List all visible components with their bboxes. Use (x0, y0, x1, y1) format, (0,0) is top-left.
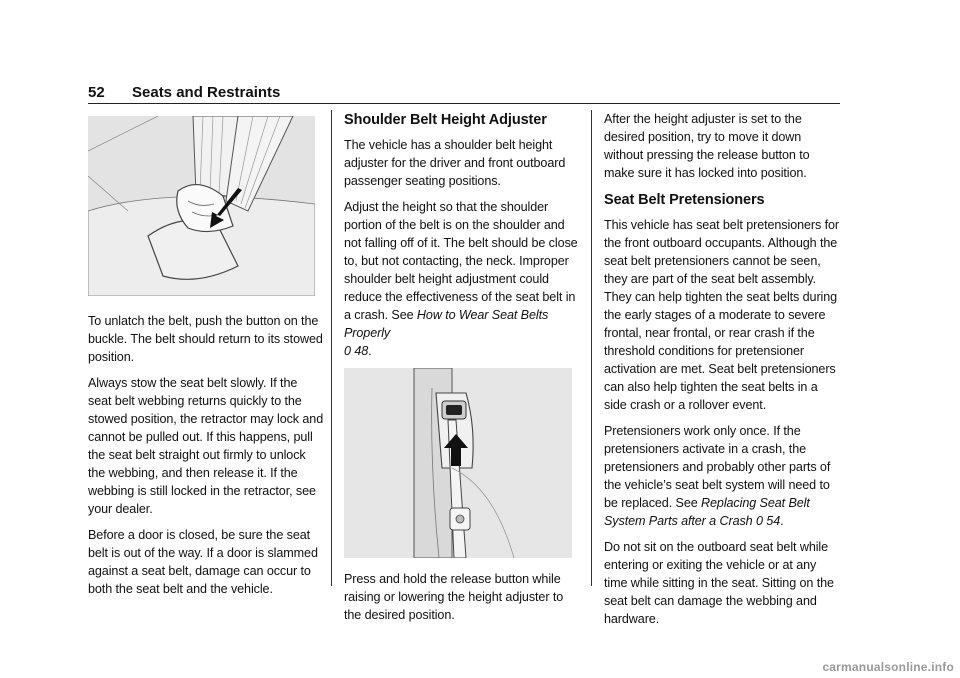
header-rule (88, 103, 840, 104)
xref-how-to-wear[interactable]: How to Wear Seat Belts Properly (344, 308, 549, 340)
column-1 (88, 116, 324, 606)
paragraph-press-hold: Press and hold the release button while raising or lowering the height adjuster to the desired position. (344, 572, 564, 622)
paragraph-adjust-height (344, 198, 582, 360)
period: . (368, 344, 372, 358)
paragraph-verify-lock: After the height adjuster is set to the desired position, try to move it down without pressing the release button to make sure it has locked into position. (604, 112, 810, 180)
column-divider-1 (331, 110, 332, 586)
column-2 (344, 110, 582, 632)
xref-symbol: 0 (344, 344, 351, 358)
buckle-release-figure (88, 116, 315, 296)
shoulder-belt-height-adjuster-illustration (344, 368, 572, 558)
page-header (88, 84, 840, 104)
paragraph-adjuster-intro: The vehicle has a shoulder belt height adjuster for the driver and front outboard passenger seating positions. (344, 138, 566, 188)
paragraph-pretensioners: This vehicle has seat belt pretensioners for the front outboard occupants. Although the seat belt pretensioners cannot be seen, they are part of the seat belt assembly. They can help tighten the seat belts during the early stages of a moderate to severe frontal, near frontal, or rear crash if the threshold conditions for pretensioner activation are met. Seat belt pretensioners can also help tighten the seat belts in a side crash or a rollover event. (604, 218, 840, 412)
paragraph-stow: Always stow the seat belt slowly. If the seat belt webbing returns quickly to the stowed position, the retractor may lock and cannot be pulled out. If this happens, pull the seat belt straight out firmly to unlock the webbing, and then release it. If the webbing is still locked in the retractor, see your dealer. (88, 376, 324, 516)
paragraph-work-once (604, 422, 842, 530)
column-3 (604, 110, 842, 636)
height-adjuster-figure (344, 368, 572, 558)
xref-replacing-parts[interactable]: Replacing Seat Belt System Parts after a Crash (604, 496, 810, 528)
adjust-height-text: Adjust the height so that the shoulder portion of the belt is on the shoulder and not falling off of it. The belt should be close to, but not contacting, the neck. Improper shoulder belt height adjustment could reduce the effectiveness of the seat belt in a crash. See (344, 200, 578, 322)
period: . (780, 514, 784, 528)
heading-height-adjuster: Shoulder Belt Height Adjuster (344, 112, 547, 128)
work-once-text: Pretensioners work only once. If the pretensioners activate in a crash, the pretensioners and probably other parts of the vehicle’s seat belt system will need to be replaced. See (604, 424, 831, 510)
watermark: carmanualsonline.info (822, 660, 954, 674)
xref-page-48[interactable]: 48 (354, 344, 369, 358)
section-title: Seats and Restraints (132, 84, 281, 101)
xref-page-54[interactable]: 54 (766, 514, 781, 528)
paragraph-door: Before a door is closed, be sure the seat belt is out of the way. If a door is slammed against a seat belt, damage can occur to both the seat belt and the vehicle. (88, 528, 318, 596)
heading-pretensioners: Seat Belt Pretensioners (604, 192, 765, 208)
page-number: 52 (88, 84, 105, 101)
column-divider-2 (591, 110, 592, 586)
paragraph-do-not-sit: Do not sit on the outboard seat belt while entering or exiting the vehicle or at any time while sitting in the seat. Sitting on the seat belt can damage the webbing and hardware. (604, 540, 834, 626)
seat-belt-buckle-release-illustration (88, 116, 315, 296)
xref-symbol: 0 (755, 514, 763, 528)
paragraph-unlatch: To unlatch the belt, push the button on the buckle. The belt should return to its stowed position. (88, 314, 323, 364)
